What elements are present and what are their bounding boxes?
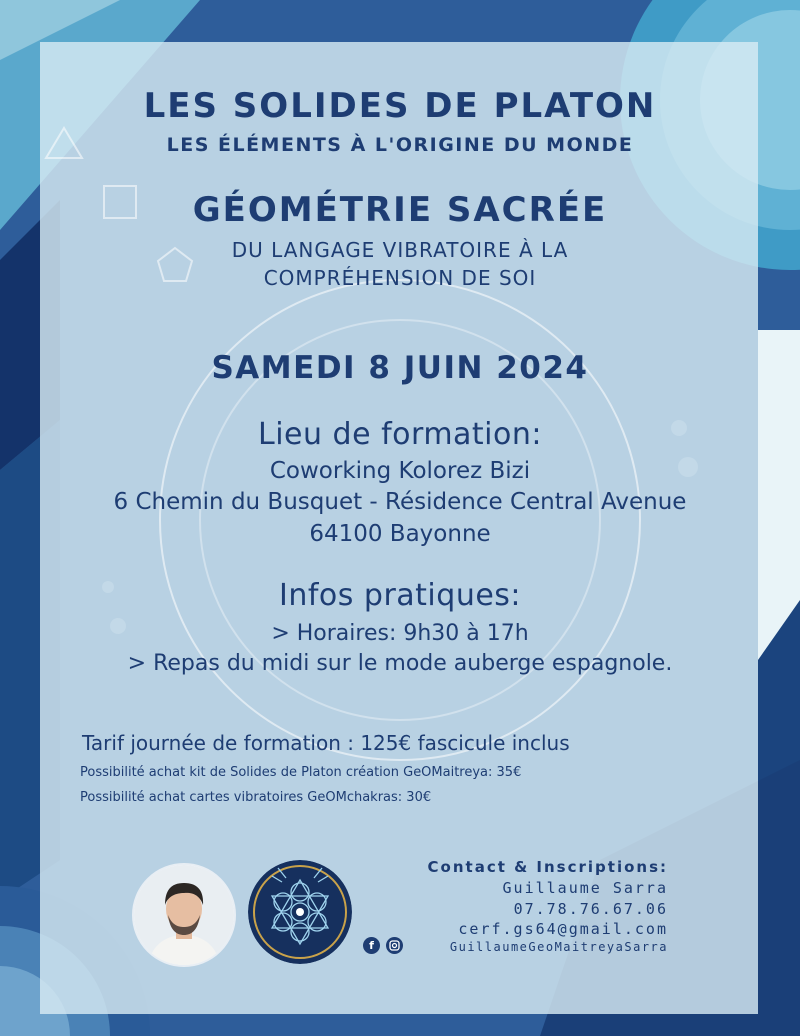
- location-heading: Lieu de formation:: [258, 417, 542, 452]
- price-option-1: Possibilité achat kit de Solides de Platon création GeOMaitreya: 35€: [80, 765, 522, 780]
- infos-hours: > Horaires: 9h30 à 17h: [271, 621, 529, 646]
- avatar: [132, 863, 236, 967]
- price-main: Tarif journée de formation : 125€ fascicule inclus: [82, 731, 570, 755]
- location-street: 6 Chemin du Busquet - Résidence Central Avenue: [113, 489, 687, 515]
- infos-lunch: > Repas du midi sur le mode auberge espagnole.: [127, 651, 673, 676]
- subtitle-line-1: DU LANGAGE VIBRATOIRE À LA: [231, 238, 569, 262]
- facebook-icon[interactable]: f: [363, 937, 380, 954]
- infos-heading: Infos pratiques:: [278, 578, 522, 613]
- instagram-icon[interactable]: [386, 937, 403, 954]
- topic-title: GÉOMÉTRIE SACRÉE: [192, 190, 608, 230]
- contact-name: Guillaume Sarra: [502, 879, 668, 897]
- location-venue: Coworking Kolorez Bizi: [269, 458, 531, 484]
- tagline: LES ÉLÉMENTS À L'ORIGINE DU MONDE: [166, 134, 634, 156]
- logo: [248, 860, 352, 964]
- contact-heading: Contact & Inscriptions:: [427, 858, 668, 876]
- event-date: SAMEDI 8 JUIN 2024: [211, 350, 589, 386]
- contact-email[interactable]: cerf.gs64@gmail.com: [458, 920, 668, 938]
- main-title: LES SOLIDES DE PLATON: [143, 86, 657, 126]
- contact-social-handle[interactable]: GuillaumeGeoMaitreyaSarra: [449, 940, 668, 954]
- price-option-2: Possibilité achat cartes vibratoires GeOMchakras: 30€: [80, 790, 432, 805]
- location-city: 64100 Bayonne: [309, 521, 491, 547]
- contact-phone[interactable]: 07.78.76.67.06: [513, 900, 668, 918]
- subtitle-line-2: COMPRÉHENSION DE SOI: [263, 266, 537, 290]
